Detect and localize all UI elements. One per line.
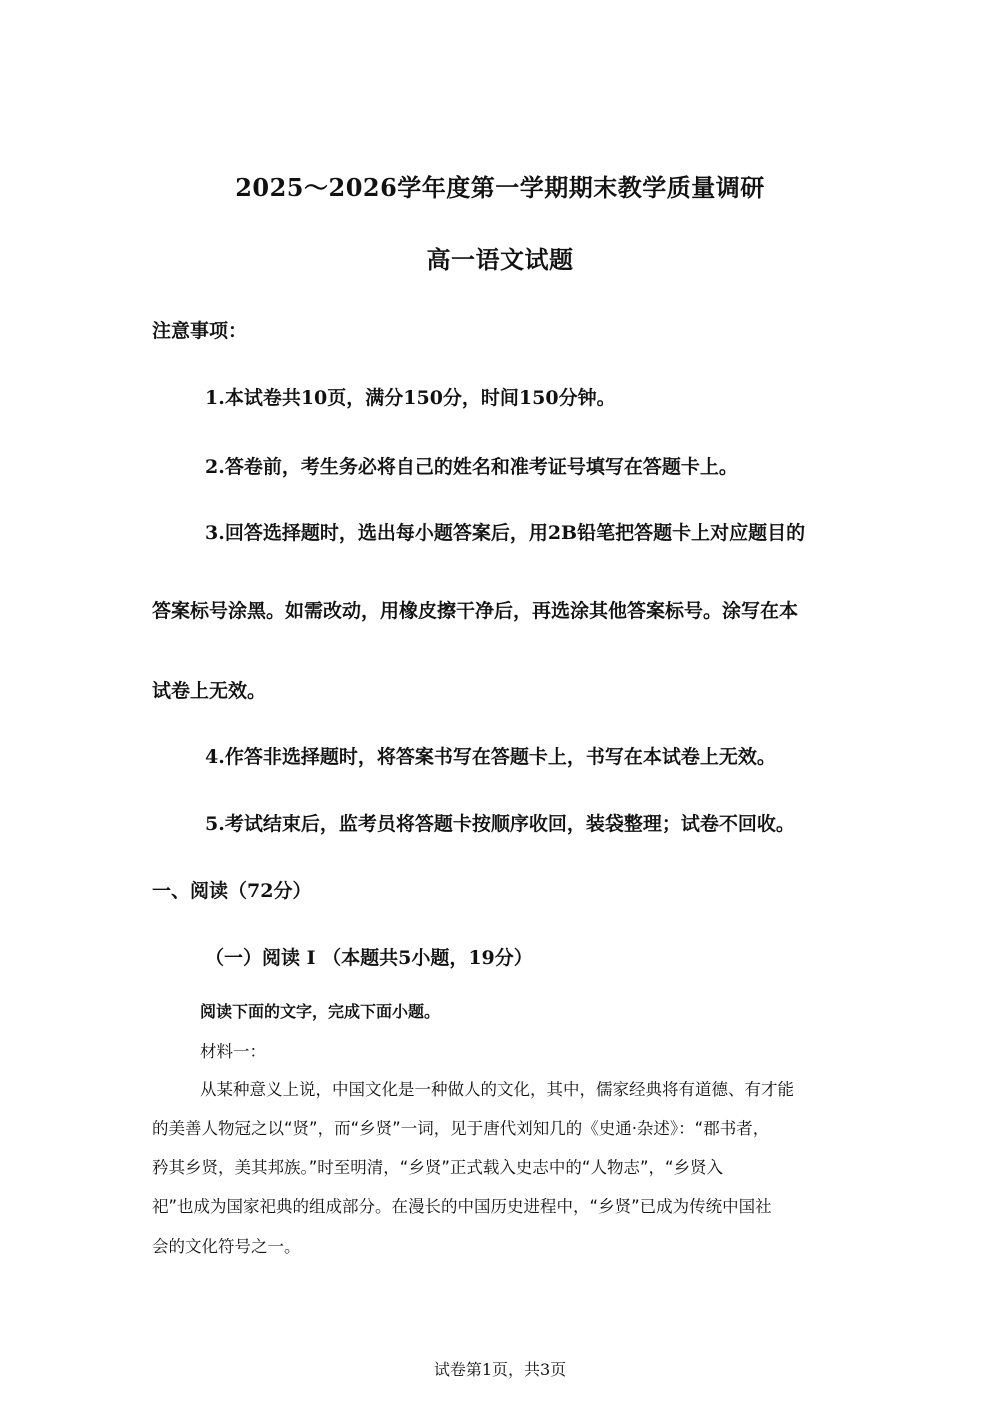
reading-instruction: 阅读下面的文字，完成下面小题。 (200, 1002, 441, 1021)
paragraph-line: 祀”也成为国家祀典的组成部分。在漫长的中国历史进程中，“乡贤”已成为传统中国社 (152, 1197, 772, 1216)
notice-item-continuation: 试卷上无效。 (152, 680, 267, 702)
exam-subtitle: 高一语文试题 (426, 245, 574, 274)
page-footer: 试卷第1页，共3页 (433, 1360, 567, 1379)
notice-item: 5.考试结束后，监考员将答题卡按顺序收回，装袋整理；试卷不回收。 (205, 813, 795, 835)
section-heading: 一、阅读（72分） (152, 880, 312, 902)
notice-heading: 注意事项： (152, 320, 248, 342)
notice-item: 1.本试卷共10页，满分150分，时间150分钟。 (205, 387, 616, 409)
notice-item: 3.回答选择题时，选出每小题答案后，用2B铅笔把答题卡上对应题目的 (205, 522, 806, 544)
exam-title: 2025～2026学年度第一学期期末教学质量调研 (235, 173, 765, 202)
paragraph-line: 矜其乡贤，美其邦族。”时至明清，“乡贤”正式载入史志中的“人物志”，“乡贤入 (152, 1158, 724, 1177)
notice-item: 2.答卷前，考生务必将自己的姓名和准考证号填写在答题卡上。 (205, 456, 738, 478)
notice-item: 4.作答非选择题时，将答案书写在答题卡上，书写在本试卷上无效。 (205, 746, 776, 768)
material-label: 材料一： (200, 1042, 266, 1061)
paragraph-line: 的美善人物冠之以“贤”，而“乡贤”一词，见于唐代刘知几的《史通·杂述》：“郡书者， (152, 1119, 770, 1138)
paragraph-line: 从某种意义上说，中国文化是一种做人的文化，其中，儒家经典将有道德、有才能 (200, 1080, 794, 1099)
section-subheading: （一）阅读 I （本题共5小题，19分） (205, 947, 533, 969)
notice-item-continuation: 答案标号涂黑。如需改动，用橡皮擦干净后，再选涂其他答案标号。涂写在本 (152, 600, 799, 622)
paragraph-line: 会的文化符号之一。 (152, 1237, 301, 1256)
